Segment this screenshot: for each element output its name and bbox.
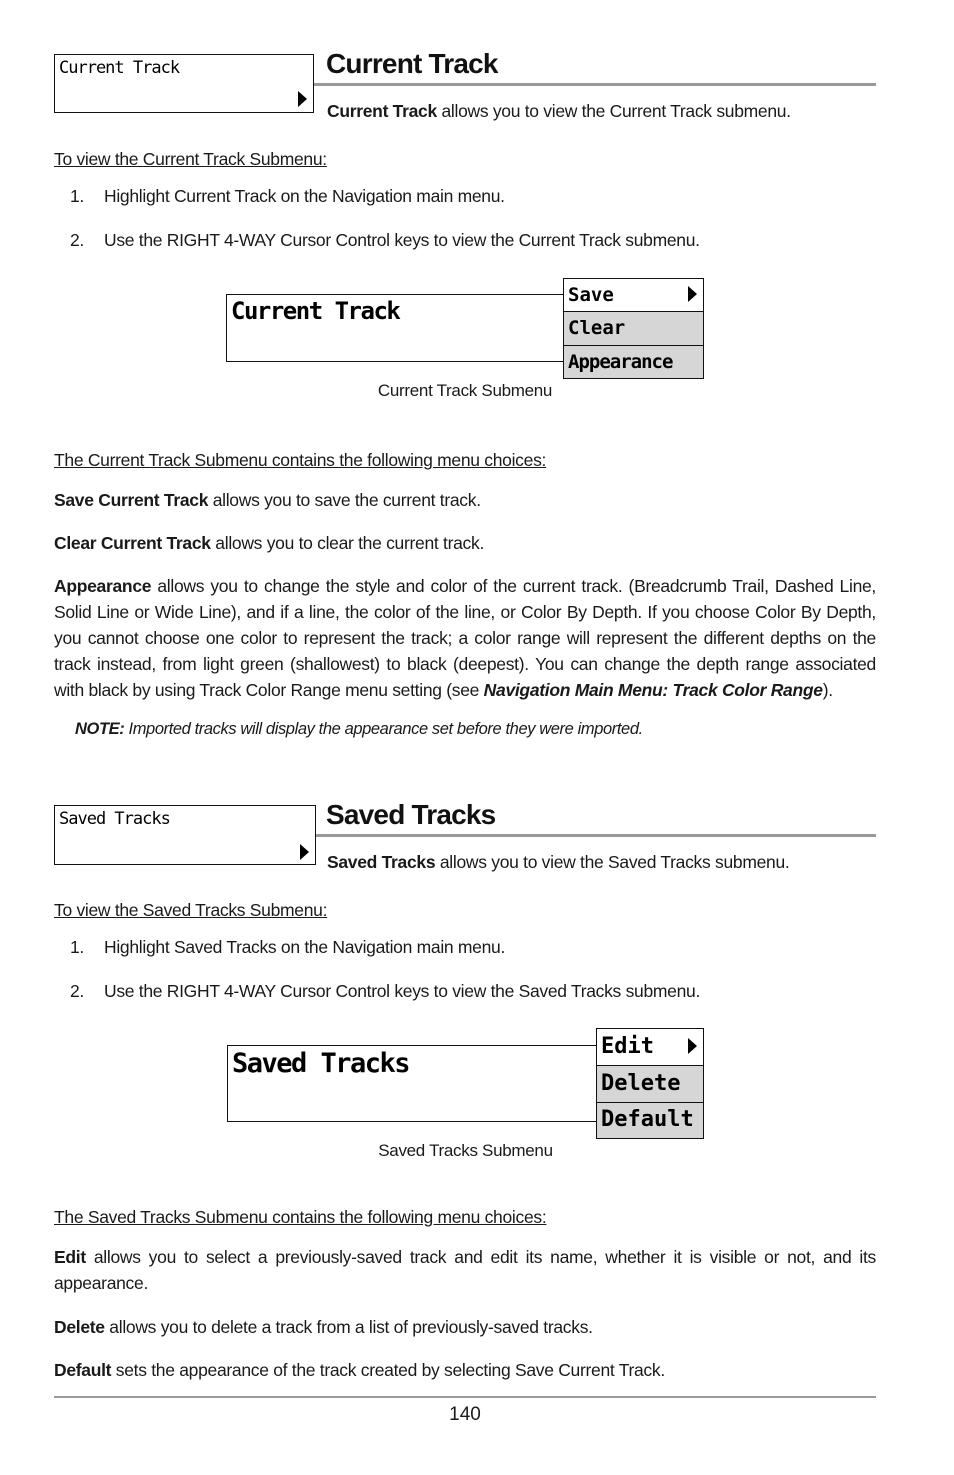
saved-tracks-howto-heading: To view the Saved Tracks Submenu: [54, 900, 328, 920]
current-track-box-label: Current Track [59, 58, 180, 78]
current-track-figure-caption: Current Track Submenu [377, 381, 553, 400]
saved-tracks-step-1 [70, 937, 890, 963]
current-track-title: Current Track [326, 48, 498, 79]
submenu-option-label: Appearance [568, 351, 673, 373]
clear-current-track-bold: Clear Current Track [54, 533, 211, 553]
delete-rest: allows you to delete a track from a list of previously-saved tracks. [104, 1317, 593, 1337]
step-number: 2. [70, 230, 84, 250]
current-track-title-rule [314, 83, 876, 86]
submenu-option-edit [596, 1028, 704, 1066]
current-track-step-1 [70, 186, 890, 212]
saved-tracks-step-2 [70, 981, 890, 1007]
current-track-intro-rest: allows you to view the Current Track submenu. [436, 101, 791, 121]
saved-tracks-figure-main [227, 1045, 599, 1122]
step-text: Highlight Saved Tracks on the Navigation main menu. [104, 937, 506, 957]
saved-tracks-figure-caption: Saved Tracks Submenu [378, 1141, 553, 1160]
default-desc [54, 1357, 665, 1383]
note-text: Imported tracks will display the appearance set before they were imported. [124, 720, 643, 738]
step-number: 2. [70, 981, 84, 1001]
right-arrow-icon [688, 1038, 697, 1054]
saved-tracks-menu-box [54, 805, 316, 865]
submenu-option-delete [596, 1065, 704, 1103]
delete-desc [54, 1314, 593, 1340]
edit-desc [54, 1244, 876, 1296]
save-current-track-bold: Save Current Track [54, 490, 209, 510]
submenu-option-save [563, 278, 704, 312]
submenu-option-label: Default [601, 1107, 694, 1132]
current-track-step-2 [70, 230, 890, 256]
current-track-figure-main [226, 294, 566, 362]
appearance-desc [54, 573, 876, 703]
footer-rule [54, 1396, 876, 1398]
right-arrow-icon [298, 91, 307, 107]
current-track-menu-box [54, 54, 314, 113]
right-arrow-icon [688, 286, 697, 302]
submenu-option-label: Clear [568, 317, 626, 339]
submenu-option-label: Edit [601, 1034, 654, 1059]
saved-tracks-choices-heading: The Saved Tracks Submenu contains the following menu choices: [54, 1207, 547, 1227]
appearance-bold: Appearance [54, 576, 152, 596]
save-current-track-desc [54, 487, 481, 513]
appearance-rest: allows you to change the style and color of the current track. (Breadcrumb Trail, Dashed Line, Solid Line or Wide Line), and if a line, the color of the line, or Color By Depth. If you choose Color By Depth, you cannot choose one color to represent the track; a color range will represent the different depths on the track instead, from light green (shallowest) to black (deepest). You can change the depth range associated with black by using Track Color Range menu setting (see [54, 576, 876, 700]
current-track-intro-bold: Current Track [327, 101, 437, 121]
submenu-option-appearance [563, 345, 704, 379]
saved-tracks-figure-label: Saved Tracks [232, 1048, 410, 1079]
saved-tracks-intro-bold: Saved Tracks [327, 852, 436, 872]
delete-bold: Delete [54, 1317, 105, 1337]
clear-current-track-rest: allows you to clear the current track. [210, 533, 485, 553]
submenu-option-clear [563, 311, 704, 346]
right-arrow-icon [300, 844, 309, 860]
note-label: NOTE: [75, 720, 125, 738]
appearance-reference: Navigation Main Menu: Track Color Range [483, 680, 823, 700]
submenu-option-label: Save [568, 284, 614, 306]
step-number: 1. [70, 937, 84, 957]
page-number: 140 [449, 1404, 481, 1425]
saved-tracks-title-rule [316, 834, 876, 837]
step-number: 1. [70, 186, 84, 206]
current-track-figure-label: Current Track [231, 297, 400, 325]
submenu-option-label: Delete [601, 1071, 681, 1096]
imported-tracks-note [75, 720, 643, 739]
default-bold: Default [54, 1360, 112, 1380]
default-rest: sets the appearance of the track created by selecting Save Current Track. [111, 1360, 665, 1380]
current-track-howto-heading: To view the Current Track Submenu: [54, 149, 327, 169]
step-text: Highlight Current Track on the Navigation main menu. [104, 186, 505, 206]
step-text: Use the RIGHT 4-WAY Cursor Control keys to view the Current Track submenu. [104, 230, 700, 250]
submenu-option-default [596, 1102, 704, 1139]
edit-bold: Edit [54, 1247, 86, 1267]
current-track-intro [327, 98, 791, 124]
save-current-track-rest: allows you to save the current track. [208, 490, 481, 510]
step-text: Use the RIGHT 4-WAY Cursor Control keys to view the Saved Tracks submenu. [104, 981, 701, 1001]
saved-tracks-box-label: Saved Tracks [59, 809, 170, 829]
clear-current-track-desc [54, 530, 484, 556]
saved-tracks-intro-rest: allows you to view the Saved Tracks submenu. [435, 852, 790, 872]
edit-rest: allows you to select a previously-saved track and edit its name, whether it is visible or not, and its appearance. [54, 1247, 876, 1293]
saved-tracks-title: Saved Tracks [326, 799, 496, 830]
saved-tracks-intro [327, 849, 789, 875]
appearance-end: ). [822, 680, 833, 700]
current-track-choices-heading: The Current Track Submenu contains the following menu choices: [54, 450, 547, 470]
